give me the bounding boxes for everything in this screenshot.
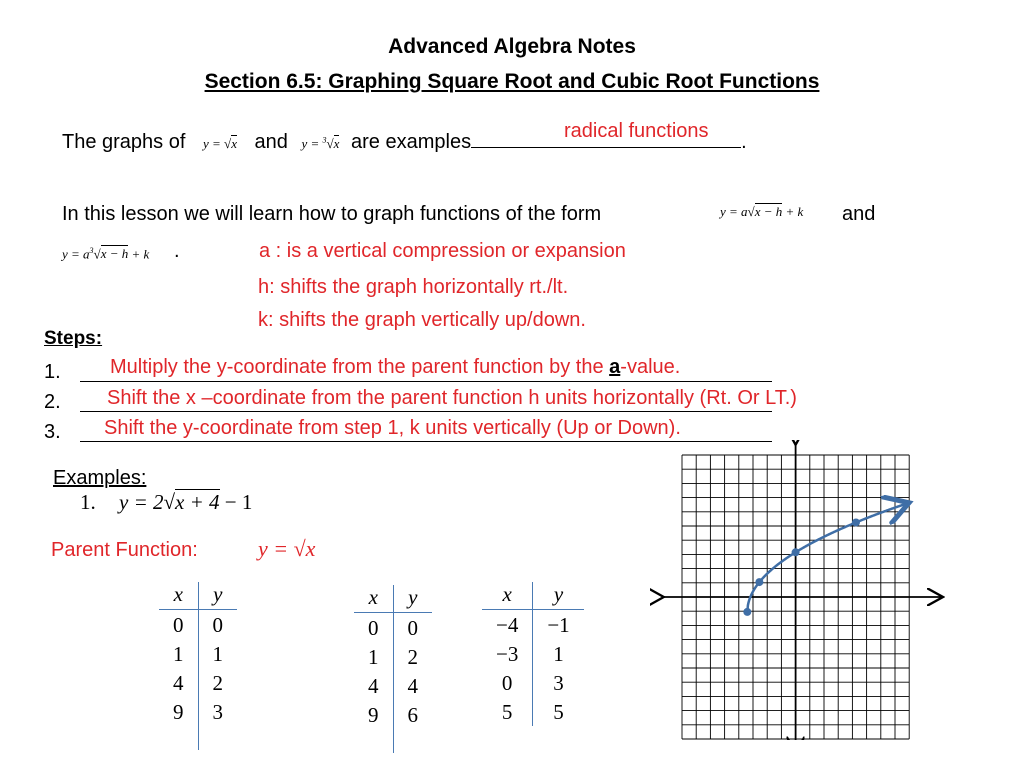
step-3-number: 3.	[44, 421, 61, 443]
step-2-text: Shift the x –coordinate from the parent function h units horizontally (Rt. Or LT.)	[107, 387, 797, 409]
graph-axes	[662, 443, 941, 740]
table-row: 0 0	[354, 613, 432, 643]
cbrt-function: y = $^3$√x	[301, 135, 340, 151]
lesson-period: .	[174, 240, 180, 262]
steps-heading: Steps:	[44, 328, 103, 349]
form-cbrt: $y = a^3√x - h + k$	[62, 246, 150, 262]
step-1-line	[80, 381, 772, 382]
coordinate-graph	[650, 440, 970, 740]
examples-heading: Examples:	[53, 467, 147, 489]
step-3-text: Shift the y-coordinate from step 1, k units vertically (Up or Down).	[104, 417, 681, 439]
table-row: 4 2	[159, 668, 237, 697]
table-parent: x y 0 0 1 1 4 2 9 3	[159, 582, 237, 750]
form-sqrt: y = a√x − h + k	[720, 204, 804, 219]
note-k: k: shifts the graph vertically up/down.	[258, 309, 586, 331]
intro-prefix: The graphs of	[62, 131, 186, 153]
table-row: 0 3	[482, 668, 584, 697]
table-row: −4 −1	[482, 610, 584, 640]
graph-point	[792, 548, 800, 556]
intro-and: and	[254, 131, 288, 153]
page-title: Advanced Algebra Notes	[388, 35, 636, 58]
graph-point	[743, 608, 751, 616]
note-h: h: shifts the graph horizontally rt./lt.	[258, 276, 569, 298]
table-step2: x y −4 −1 −3 1 0 3 5 5	[482, 582, 584, 726]
table-row: 9 3	[159, 697, 237, 726]
sqrt-function: y = √x	[202, 136, 237, 151]
table-row: 9 6	[354, 700, 432, 729]
example-1-equation: 1. y = 2√x + 4 − 1	[80, 490, 253, 514]
intro-suffix: are examples	[351, 131, 472, 153]
step-2-line	[80, 411, 772, 412]
section-title: Section 6.5: Graphing Square Root and Cubic Root Functions	[204, 70, 820, 93]
graph-point	[852, 518, 860, 526]
table-row: −3 1	[482, 639, 584, 668]
graph-points	[743, 518, 860, 615]
intro-line: The graphs of y = √x and y = $^3$√x are examples .	[62, 131, 747, 153]
table-row: 5 5	[482, 697, 584, 726]
graph-point	[755, 578, 763, 586]
answer-radical-functions: radical functions	[564, 120, 709, 142]
table-row: 4 4	[354, 671, 432, 700]
lesson-and: and	[842, 203, 876, 225]
parent-function-equation: y = √x	[258, 536, 316, 561]
table-step1: x y 0 0 1 2 4 4 9 6	[354, 585, 432, 753]
table-row: 0 0	[159, 610, 237, 640]
lesson-text: In this lesson we will learn how to graph functions of the form	[62, 203, 602, 225]
note-a: a : is a vertical compression or expansion	[259, 240, 626, 262]
graph-curve	[747, 504, 906, 612]
table-row: 1 2	[354, 642, 432, 671]
step-2-number: 2.	[44, 391, 61, 413]
table-row: 1 1	[159, 639, 237, 668]
parent-function-label: Parent Function:	[51, 539, 198, 561]
step-1-number: 1.	[44, 361, 61, 383]
step-1-text: Multiply the y-coordinate from the parent function by the a-value.	[110, 356, 681, 378]
